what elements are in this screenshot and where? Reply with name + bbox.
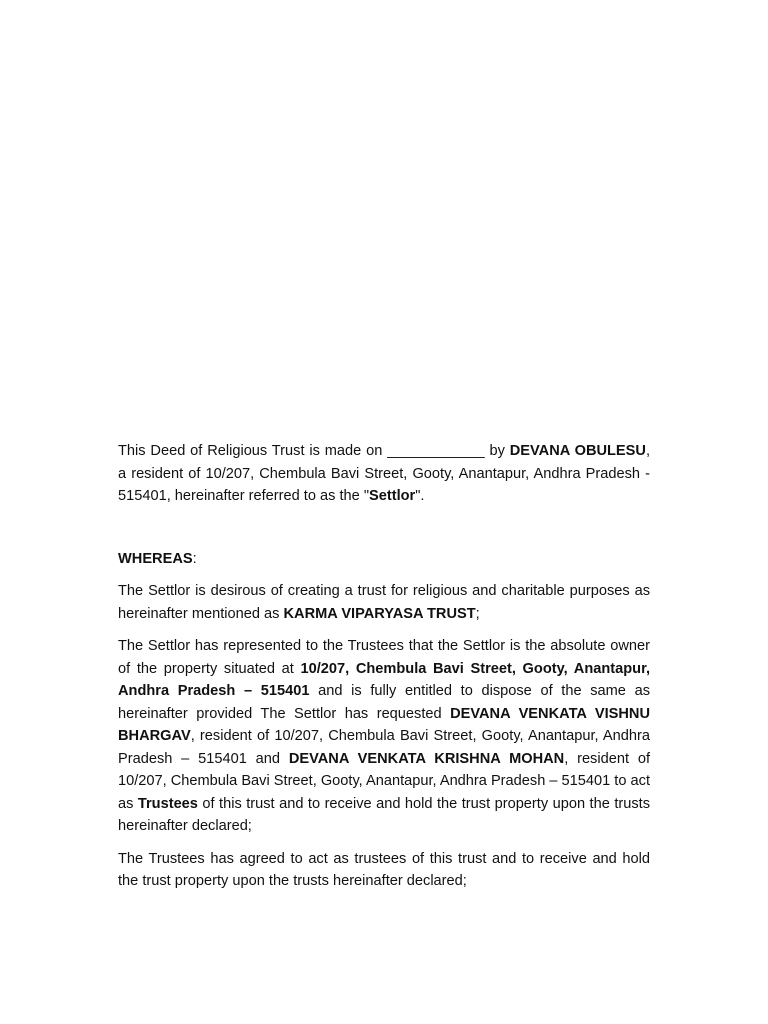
clause2-text-2: and is fully entitled to dispose of the same as hereinafter provided The Settlor has requested (118, 683, 650, 722)
intro-text-3: ". (415, 488, 425, 504)
clause-property-trustees (118, 635, 650, 838)
document-body (118, 440, 650, 903)
clause2-text-4: , resident of 10/207, Chembula Bavi Street, Gooty, Anantapur, Andhra Pradesh – 515401 to act as (118, 750, 650, 812)
settlor-term: Settlor (369, 488, 416, 504)
trust-name: KARMA VIPARYASA TRUST (283, 605, 476, 622)
settlor-name: DEVANA OBULESU (509, 443, 646, 459)
whereas-colon: : (192, 550, 197, 567)
clause2-text-5: of this trust and to receive and hold the trust property upon the trusts hereinafter declared; (118, 795, 650, 834)
whereas-heading (118, 548, 650, 571)
clause3-text: The Trustees has agreed to act as trustees of this trust and to receive and hold the trust property upon the trusts hereinafter declared; (118, 850, 650, 889)
trustee-2-name: DEVANA VENKATA KRISHNA MOHAN (288, 750, 565, 767)
intro-paragraph (118, 440, 650, 508)
trustee-1-name: DEVANA VENKATA VISHNU BHARGAV (118, 705, 651, 744)
intro-text-1: This Deed of Religious Trust is made on ____________ by (118, 443, 510, 459)
trustees-term: Trustees (137, 795, 198, 812)
clause1-text-1: The Settlor is desirous of creating a trust for religious and charitable purposes as hereinafter mentioned as (118, 583, 650, 622)
clause1-text-2: ; (475, 605, 480, 622)
clause-trust-purpose (118, 580, 650, 625)
clause2-text-3: , resident of 10/207, Chembula Bavi Street, Gooty, Anantapur, Andhra Pradesh – 515401 and (118, 728, 650, 767)
clause-trustees-agreement (118, 848, 650, 893)
intro-text-2: , a resident of 10/207, Chembula Bavi Street, Gooty, Anantapur, Andhra Pradesh - 515401, hereinafter referred to as the " (118, 443, 651, 504)
property-address: 10/207, Chembula Bavi Street, Gooty, Anantapur, Andhra Pradesh – 515401 (118, 660, 650, 699)
whereas-label: WHEREAS (118, 550, 193, 567)
clause2-text-1: The Settlor has represented to the Trustees that the Settlor is the absolute owner of the property situated at (118, 638, 650, 677)
